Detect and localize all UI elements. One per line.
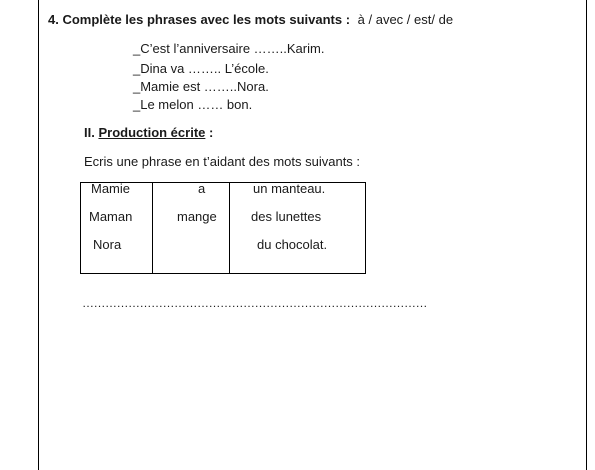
table-column-divider-2 (229, 183, 230, 273)
sentence-4: _Le melon …… bon. (133, 97, 253, 112)
exercise-4-word-list: à / avec / est/ de (357, 12, 454, 27)
page-frame-right-border (586, 0, 587, 470)
page-frame-left-border (38, 0, 39, 470)
table-cell-subject-1: Mamie (91, 181, 131, 196)
word-table (80, 182, 366, 274)
sentence-3: _Mamie est ……..Nora. (133, 79, 269, 94)
table-cell-verb-1: a (198, 181, 206, 196)
table-cell-complement-2: des lunettes (251, 209, 322, 224)
table-cell-complement-1: un manteau. (253, 181, 326, 196)
table-cell-verb-2: mange (177, 209, 217, 224)
sentence-2: _Dina va …….. L’école. (133, 61, 269, 76)
section-colon: : (209, 125, 214, 140)
production-instruction: Ecris une phrase en t’aidant des mots suivants : (84, 154, 361, 169)
exercise-4-title: 4. Complète les phrases avec les mots suivants : (48, 12, 351, 27)
sentence-1: _C’est l’anniversaire ……..Karim. (133, 41, 325, 56)
table-cell-subject-3: Nora (93, 237, 122, 252)
exercise-4-heading (48, 12, 453, 27)
section-ii-heading (84, 125, 213, 140)
section-title: Production écrite (98, 125, 206, 140)
answer-dotted-line: ……………………………………………………………………………… (82, 296, 427, 310)
table-cell-complement-3: du chocolat. (257, 237, 328, 252)
table-cell-subject-2: Maman (89, 209, 133, 224)
table-column-divider-1 (152, 183, 153, 273)
section-number: II. (84, 125, 95, 140)
